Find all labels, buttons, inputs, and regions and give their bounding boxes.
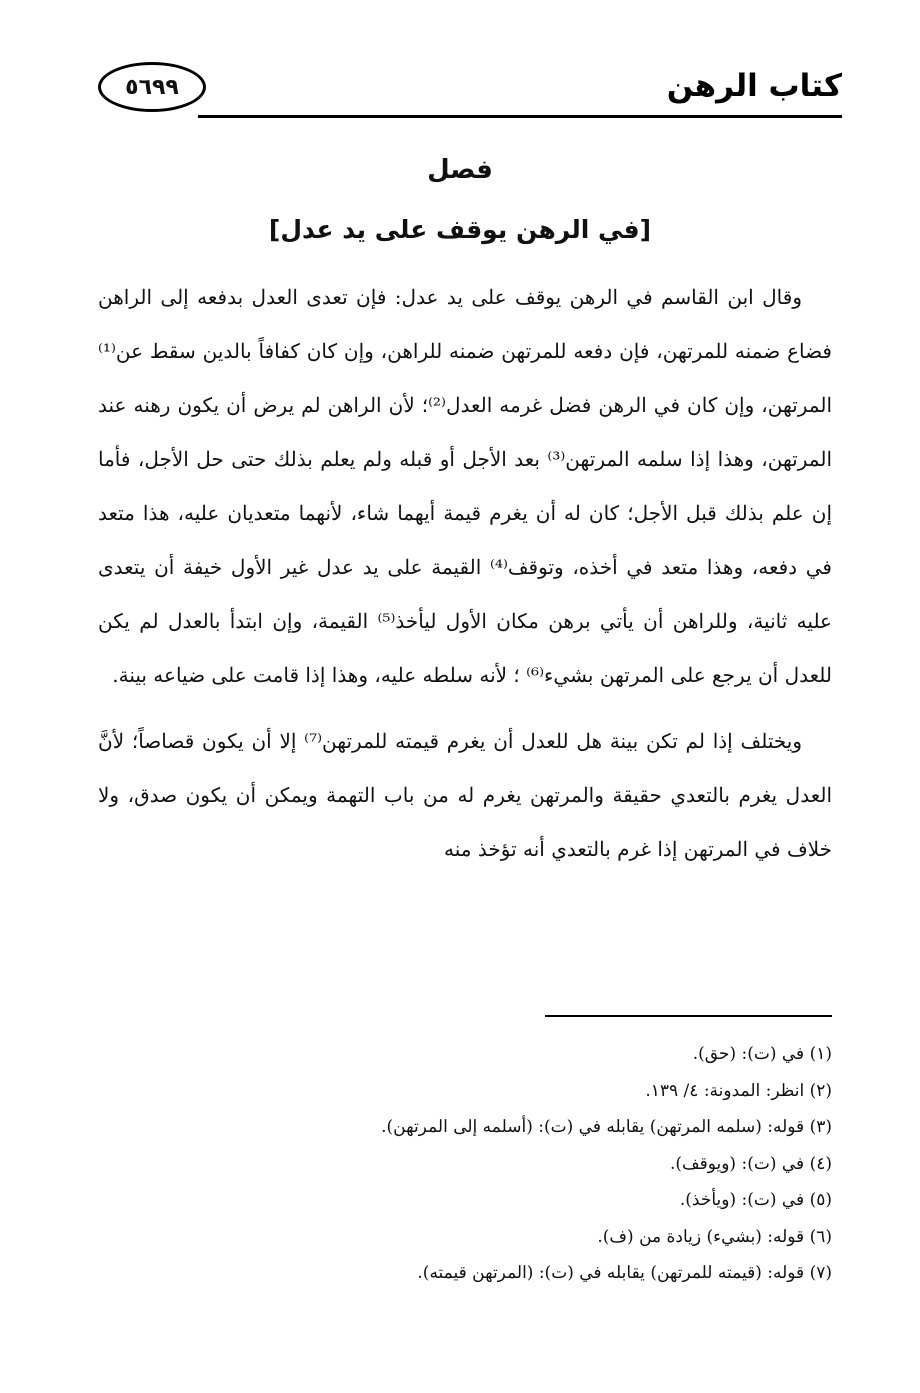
footnote-item: (١) في (ت): (حق). <box>692 1044 832 1064</box>
paragraph: وقال ابن القاسم في الرهن يوقف على يد عدل: فإن تعدى العدل بدفعه إلى الراهن فضاع ضمنه للمرتهن، فإن دفعه للمرتهن ضمنه للراهن، وإن كان كفافاً بالدين سقط عن⁽¹⁾ المرتهن، وإن كان في الرهن فضل غرمه العدل⁽²⁾؛ لأن الراهن لم يرض أن يكون رهنه عند المرتهن، وهذا إذا سلمه المرتهن⁽³⁾ بعد الأجل أو قبله ولم يعلم بذلك حتى حل الأجل، فأما إن علم بذلك قبل الأجل؛ كان له أن يغرم قيمة أيهما شاء، لأنهما متعديان عليه، هذا متعد في دفعه، وهذا متعد في أخذه، وتوقف⁽⁴⁾ القيمة على يد عدل غير الأول خيفة أن يتعدى عليه ثانية، وللراهن أن يأتي برهن مكان الأول ليأخذ⁽⁵⁾ القيمة، وإن ابتدأ بالعدل لم يكن للعدل أن يرجع على المرتهن بشيء⁽⁶⁾ ؛ لأنه سلطه عليه، وهذا إذا قامت على ضياعه بينة. <box>98 285 833 687</box>
page-header <box>98 62 842 120</box>
paragraph: ويختلف إذا لم تكن بينة هل للعدل أن يغرم قيمته للمرتهن⁽⁷⁾ إلا أن يكون قصاصاً؛ لأنَّ العدل يغرم بالتعدي حقيقة والمرتهن يغرم له من باب التهمة ويمكن أن يكون صدق، ولا خلاف في المرتهن إذا غرم بالتعدي أنه تؤخذ منه <box>98 729 832 861</box>
footnote-item: (٢) انظر: المدونة: ٤/ ١٣٩. <box>645 1080 832 1101</box>
body-text <box>98 270 832 888</box>
footnote-item: (٦) قوله: (بشيء) زيادة من (ف). <box>597 1226 832 1247</box>
footnote-rule <box>545 1015 832 1017</box>
page-number-oval <box>98 62 206 112</box>
section-subheading: [في الرهن يوقف على يد عدل] <box>268 215 652 244</box>
footnote-item: (٧) قوله: (قيمته للمرتهن) يقابله في (ت): (المرتهن قيمته). <box>417 1263 832 1283</box>
footnotes <box>120 1036 832 1292</box>
footnote-item: (٣) قوله: (سلمه المرتهن) يقابله في (ت): (أسلمه إلى المرتهن). <box>381 1117 832 1137</box>
page-number: ٥٦٩٩ <box>125 74 179 100</box>
section-heading: فصل <box>427 155 493 185</box>
header-rule <box>198 115 842 118</box>
footnote-item: (٥) في (ت): (ويأخذ). <box>679 1190 832 1210</box>
footnote-item: (٤) في (ت): (ويوقف). <box>669 1153 832 1174</box>
running-title: كتاب الرهن <box>666 68 842 104</box>
